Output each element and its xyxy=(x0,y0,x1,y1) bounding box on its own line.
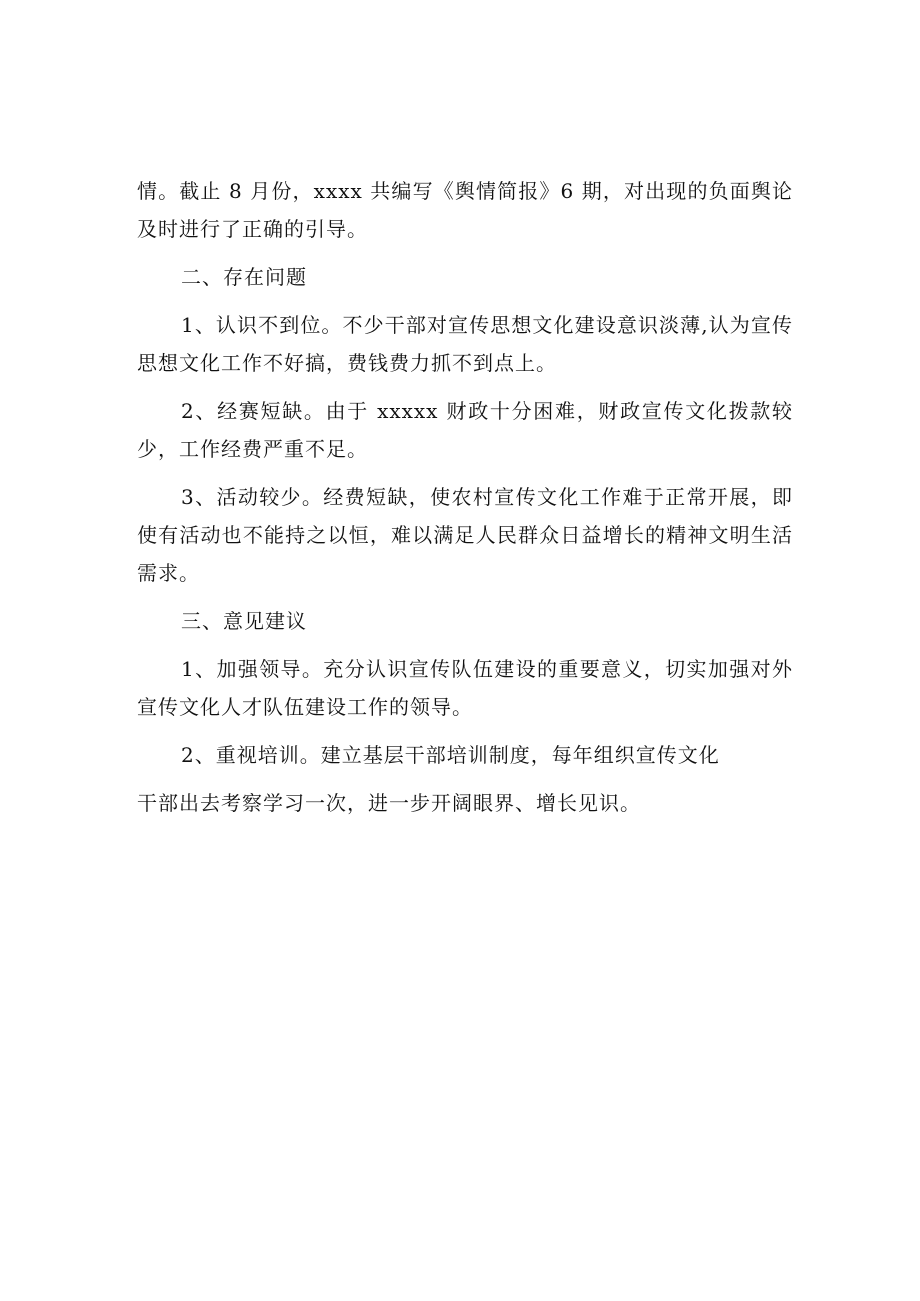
section-heading-existing-problems: 二、存在问题 xyxy=(181,265,307,289)
paragraph-problem-activities: 3、活动较少。经费短缺，使农村宣传文化工作难于正常开展，即使有活动也不能持之以恒，难以满足人民群众日益增长的精神文明生活需求。 xyxy=(137,485,793,585)
paragraph-suggestion-training: 2、重视培训。建立基层干部培训制度，每年组织宣传文化 xyxy=(181,743,720,767)
document-body xyxy=(137,172,793,832)
section-heading-suggestions: 三、意见建议 xyxy=(181,609,307,633)
paragraph-problem-funding: 2、经赛短缺。由于 xxxxx 财政十分困难，财政宣传文化拨款较少，工作经费严重不足。 xyxy=(137,399,793,461)
paragraph-problem-awareness: 1、认识不到位。不少干部对宣传思想文化建设意识淡薄,认为宣传思想文化工作不好搞，费钱费力抓不到点上。 xyxy=(137,313,793,375)
paragraph-continued-opinion-report: 情。截止 8 月份，xxxx 共编写《舆情简报》6 期，对出现的负面舆论及时进行了正确的引导。 xyxy=(137,179,793,241)
paragraph-suggestion-training-continued: 干部出去考察学习一次，进一步开阔眼界、增长见识。 xyxy=(137,791,641,815)
paragraph-suggestion-leadership: 1、加强领导。充分认识宣传队伍建设的重要意义，切实加强对外宣传文化人才队伍建设工作的领导。 xyxy=(137,657,793,719)
